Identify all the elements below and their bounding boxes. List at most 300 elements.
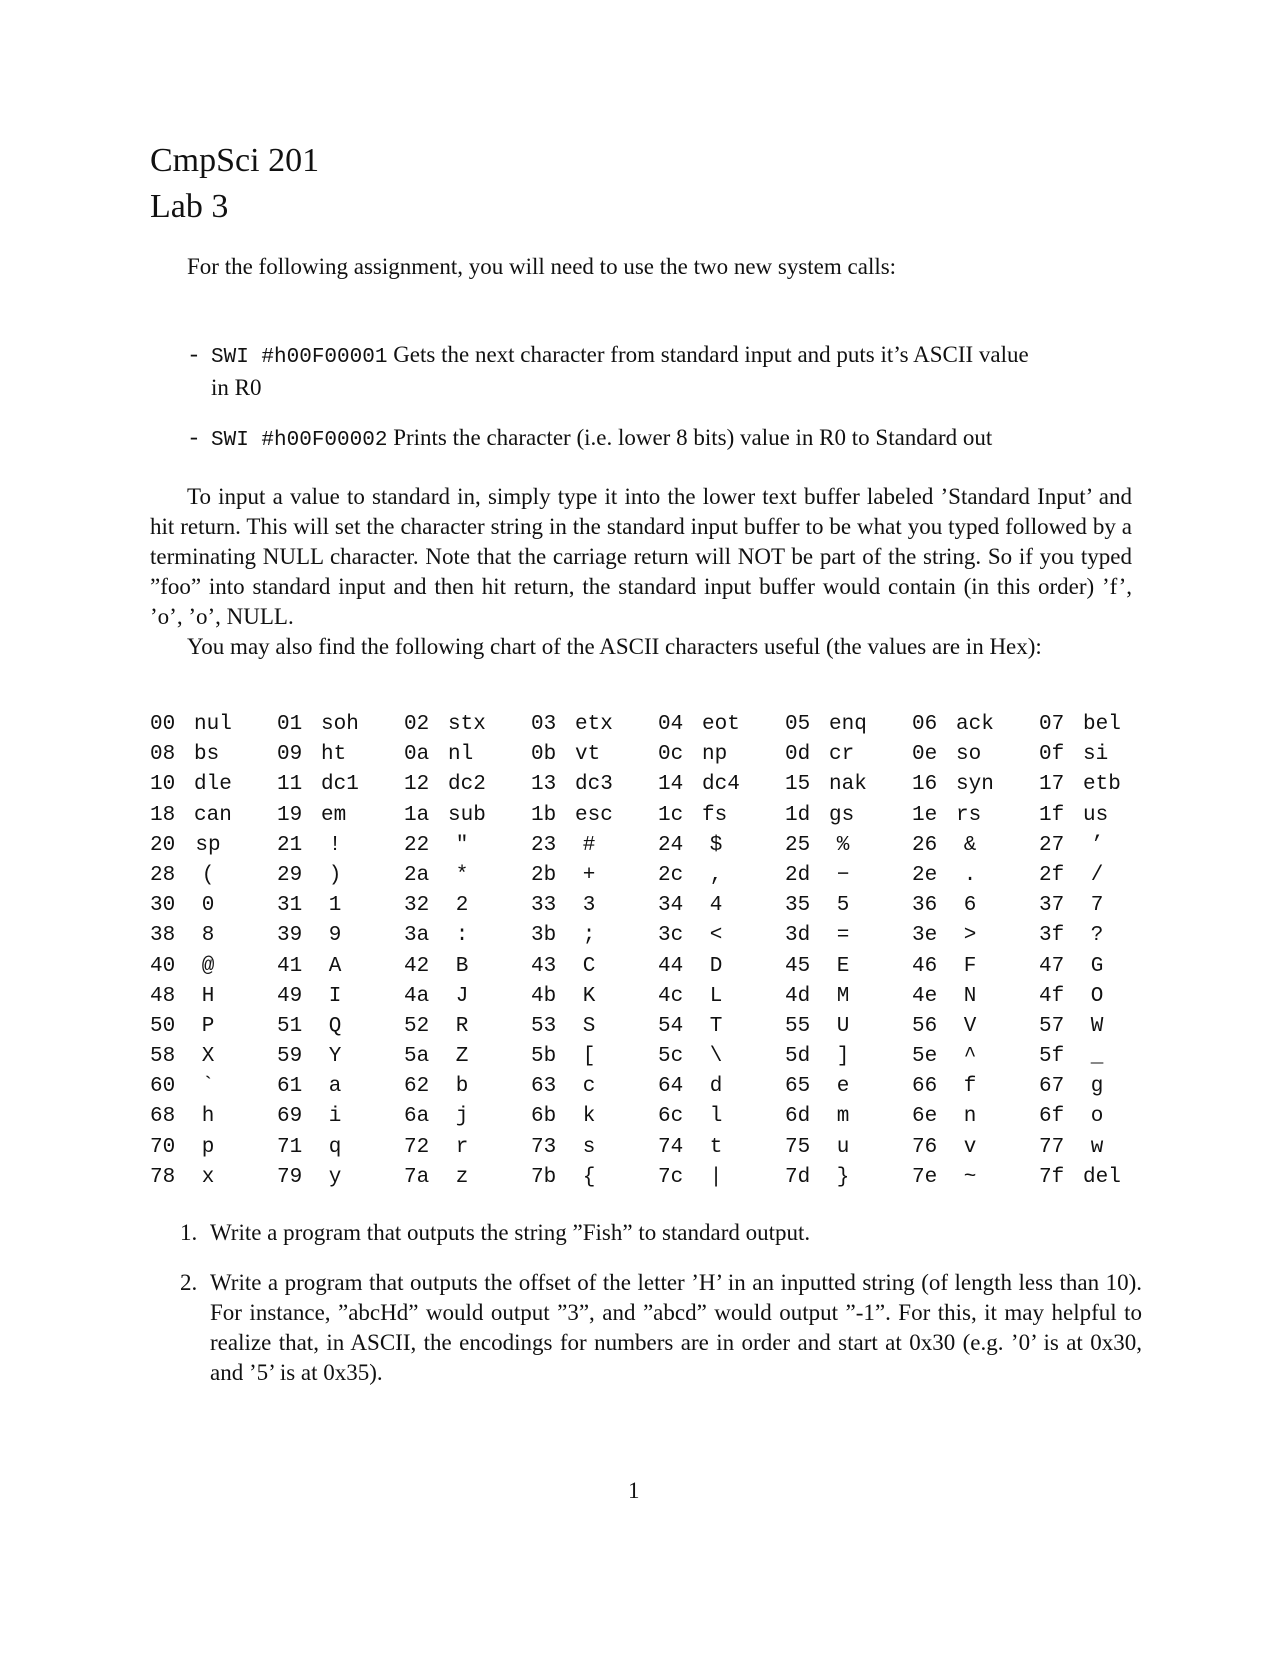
- ascii-cell: [912, 1042, 984, 1072]
- lab-title: Lab 3: [150, 188, 229, 225]
- ascii-char: gs: [829, 803, 855, 827]
- ascii-char: E: [836, 954, 850, 978]
- hex-code: 6c: [658, 1105, 684, 1129]
- ascii-char: I: [328, 984, 342, 1008]
- ascii-cell: [150, 1102, 222, 1132]
- ascii-cell: [658, 952, 730, 982]
- ascii-cell: [150, 801, 254, 831]
- ascii-char: 6: [963, 894, 977, 918]
- ascii-cell: [1039, 1133, 1111, 1163]
- hex-code: 47: [1039, 954, 1065, 978]
- table-row: [150, 921, 1180, 951]
- hex-code: 65: [785, 1075, 811, 1099]
- hex-code: 3d: [785, 924, 811, 948]
- table-row: [150, 861, 1180, 891]
- hex-code: 1c: [658, 803, 684, 827]
- hex-code: 32: [404, 894, 430, 918]
- ascii-cell: [1039, 891, 1111, 921]
- hex-code: 61: [277, 1075, 303, 1099]
- ascii-char: dc3: [575, 773, 613, 797]
- hex-code: 74: [658, 1135, 684, 1159]
- ascii-cell: [1039, 1012, 1111, 1042]
- ascii-char: etx: [575, 713, 613, 736]
- ascii-char: h: [201, 1105, 215, 1129]
- ascii-char: D: [709, 954, 723, 978]
- hex-code: 0e: [912, 743, 938, 767]
- ascii-cell: [531, 1133, 603, 1163]
- ascii-cell: [1039, 861, 1111, 891]
- ascii-char: 0: [201, 894, 215, 918]
- hex-code: 5d: [785, 1045, 811, 1069]
- ascii-char: {: [582, 1165, 596, 1189]
- ascii-cell: [785, 952, 857, 982]
- ascii-cell: [912, 740, 1016, 770]
- ascii-char: o: [1090, 1105, 1104, 1129]
- ascii-cell: [404, 831, 476, 861]
- hex-code: 79: [277, 1165, 303, 1189]
- ascii-char: 3: [582, 894, 596, 918]
- ascii-char: u: [836, 1135, 850, 1159]
- ascii-cell: [785, 1102, 857, 1132]
- hex-code: 6a: [404, 1105, 430, 1129]
- hex-code: 37: [1039, 894, 1065, 918]
- ascii-cell: [404, 982, 476, 1012]
- ascii-table: [150, 710, 1180, 1193]
- hex-code: 39: [277, 924, 303, 948]
- hex-code: 33: [531, 894, 557, 918]
- ascii-char: 5: [836, 894, 850, 918]
- ascii-char: 4: [709, 894, 723, 918]
- ascii-cell: [277, 1133, 349, 1163]
- hex-code: 1e: [912, 803, 938, 827]
- ascii-char: #: [582, 833, 596, 857]
- ascii-cell: [912, 1102, 984, 1132]
- ascii-cell: [150, 952, 222, 982]
- ascii-char: Y: [328, 1045, 342, 1069]
- list-dash: -: [187, 343, 201, 369]
- ascii-cell: [1039, 740, 1143, 770]
- ascii-cell: [277, 1163, 349, 1193]
- ascii-char: @: [201, 954, 215, 978]
- ascii-char: n: [963, 1105, 977, 1129]
- hex-code: 5a: [404, 1045, 430, 1069]
- ascii-char: etb: [1083, 773, 1121, 797]
- hex-code: 62: [404, 1075, 430, 1099]
- ascii-char: P: [201, 1014, 215, 1038]
- ascii-cell: [785, 1042, 857, 1072]
- ascii-cell: [404, 740, 508, 770]
- ascii-char: ht: [321, 743, 347, 767]
- hex-code: 4c: [658, 984, 684, 1008]
- hex-code: 2e: [912, 863, 938, 887]
- ascii-char: sub: [448, 803, 486, 827]
- ascii-char: fs: [702, 803, 728, 827]
- ascii-cell: [531, 1163, 603, 1193]
- ascii-cell: [785, 740, 889, 770]
- ascii-cell: [785, 982, 857, 1012]
- ascii-cell: [531, 770, 635, 800]
- ascii-char: s: [582, 1135, 596, 1159]
- hex-code: 56: [912, 1014, 938, 1038]
- hex-code: 21: [277, 833, 303, 857]
- ascii-cell: [912, 921, 984, 951]
- ascii-char: f: [963, 1075, 977, 1099]
- hex-code: 55: [785, 1014, 811, 1038]
- hex-code: 64: [658, 1075, 684, 1099]
- hex-code: 58: [150, 1045, 176, 1069]
- ascii-char: }: [836, 1165, 850, 1189]
- ascii-char: C: [582, 954, 596, 978]
- ascii-char: ]: [836, 1045, 850, 1069]
- ascii-cell: [912, 770, 1016, 800]
- hex-code: 3c: [658, 924, 684, 948]
- ascii-char: dc1: [321, 773, 359, 797]
- hex-code: 7e: [912, 1165, 938, 1189]
- task-number: 2.: [180, 1270, 198, 1295]
- hex-code: 5b: [531, 1045, 557, 1069]
- ascii-char: !: [328, 833, 342, 857]
- ascii-char: sp: [195, 833, 221, 857]
- ascii-char: _: [1090, 1045, 1104, 1069]
- ascii-cell: [404, 1042, 476, 1072]
- task-list: [180, 1218, 1142, 1408]
- ascii-char: T: [709, 1014, 723, 1038]
- hex-code: 51: [277, 1014, 303, 1038]
- table-row: [150, 1133, 1180, 1163]
- hex-code: 52: [404, 1014, 430, 1038]
- hex-code: 6e: [912, 1105, 938, 1129]
- ascii-cell: [912, 801, 1016, 831]
- ascii-cell: [277, 921, 349, 951]
- hex-code: 18: [150, 803, 176, 827]
- ascii-char: =: [836, 924, 850, 948]
- hex-code: 6f: [1039, 1105, 1065, 1129]
- ascii-char: t: [709, 1135, 723, 1159]
- hex-code: 54: [658, 1014, 684, 1038]
- ascii-char: W: [1090, 1014, 1104, 1038]
- ascii-cell: [531, 831, 603, 861]
- task-text: Write a program that outputs the string ”Fish” to standard output.: [210, 1220, 811, 1245]
- hex-code: 31: [277, 894, 303, 918]
- ascii-cell: [785, 770, 889, 800]
- ascii-cell: [404, 1102, 476, 1132]
- ascii-cell: [1039, 1042, 1111, 1072]
- table-row: [150, 1012, 1180, 1042]
- ascii-char: −: [836, 863, 850, 887]
- ascii-char: J: [455, 984, 469, 1008]
- task-item: [180, 1218, 1142, 1248]
- table-row: [150, 1042, 1180, 1072]
- ascii-char: ;: [582, 924, 596, 948]
- ascii-char: H: [201, 984, 215, 1008]
- ascii-cell: [277, 982, 349, 1012]
- ascii-cell: [1039, 801, 1143, 831]
- ascii-char: `: [201, 1075, 215, 1099]
- hex-code: 6d: [785, 1105, 811, 1129]
- ascii-cell: [785, 1072, 857, 1102]
- table-row: [150, 770, 1180, 800]
- hex-code: 1b: [531, 803, 557, 827]
- ascii-cell: [785, 1133, 857, 1163]
- ascii-char: Q: [328, 1014, 342, 1038]
- ascii-char: l: [709, 1105, 723, 1129]
- ascii-char: dle: [194, 773, 232, 797]
- hex-code: 22: [404, 833, 430, 857]
- table-row: [150, 740, 1180, 770]
- ascii-cell: [1039, 710, 1143, 740]
- ascii-cell: [277, 770, 381, 800]
- hex-code: 23: [531, 833, 557, 857]
- hex-code: 4b: [531, 984, 557, 1008]
- ascii-cell: [150, 1042, 222, 1072]
- ascii-char: 1: [328, 894, 342, 918]
- ascii-char: us: [1083, 803, 1109, 827]
- ascii-char: soh: [321, 713, 359, 736]
- ascii-char: a: [328, 1075, 342, 1099]
- document-title: [150, 138, 319, 230]
- hex-code: 36: [912, 894, 938, 918]
- ascii-char: p: [201, 1135, 215, 1159]
- ascii-cell: [277, 1102, 349, 1132]
- ascii-cell: [404, 710, 508, 740]
- hex-code: 68: [150, 1105, 176, 1129]
- hex-code: 02: [404, 713, 430, 736]
- hex-code: 3e: [912, 924, 938, 948]
- hex-code: 67: [1039, 1075, 1065, 1099]
- ascii-char: U: [836, 1014, 850, 1038]
- ascii-cell: [785, 801, 889, 831]
- ascii-cell: [531, 891, 603, 921]
- hex-code: 29: [277, 863, 303, 887]
- ascii-char: A: [328, 954, 342, 978]
- hex-code: 14: [658, 773, 684, 797]
- ascii-char: syn: [956, 773, 994, 797]
- table-row: [150, 952, 1180, 982]
- hex-code: 34: [658, 894, 684, 918]
- hex-code: 11: [277, 773, 303, 797]
- ascii-cell: [658, 1012, 730, 1042]
- hex-code: 78: [150, 1165, 176, 1189]
- task-number: 1.: [180, 1220, 198, 1245]
- ascii-cell: [658, 1133, 730, 1163]
- ascii-char: enq: [829, 713, 867, 736]
- hex-code: 4f: [1039, 984, 1065, 1008]
- hex-code: 49: [277, 984, 303, 1008]
- hex-code: 46: [912, 954, 938, 978]
- ascii-char: w: [1090, 1135, 1104, 1159]
- hex-code: 38: [150, 924, 176, 948]
- hex-code: 04: [658, 713, 684, 736]
- syscall-description-cont: in R0: [211, 375, 262, 400]
- ascii-cell: [150, 861, 222, 891]
- hex-code: 35: [785, 894, 811, 918]
- ascii-char: bs: [194, 743, 220, 767]
- ascii-cell: [150, 710, 254, 740]
- ascii-cell: [277, 1072, 349, 1102]
- ascii-char: vt: [575, 743, 601, 767]
- ascii-char: S: [582, 1014, 596, 1038]
- hex-code: 70: [150, 1135, 176, 1159]
- syscall-description: Gets the next character from standard input and puts it’s ASCII value: [393, 342, 1029, 367]
- ascii-char: b: [455, 1075, 469, 1099]
- ascii-char: V: [963, 1014, 977, 1038]
- ascii-char: bel: [1083, 713, 1121, 736]
- hex-code: 27: [1039, 833, 1065, 857]
- ascii-char: N: [963, 984, 977, 1008]
- ascii-char: e: [836, 1075, 850, 1099]
- hex-code: 42: [404, 954, 430, 978]
- ascii-cell: [912, 1012, 984, 1042]
- task-item: [180, 1268, 1142, 1388]
- ascii-cell: [785, 1012, 857, 1042]
- ascii-cell: [1039, 1102, 1111, 1132]
- task-text: Write a program that outputs the offset of the letter ’H’ in an inputted string (of length less than 10). For instance, ”abcHd” would output ”3”, and ”abcd” would output ”-1”. For this, it may helpful to realize that, in ASCII, the encodings for numbers are in order and start at 0x30 (e.g. ’0’ is at 0x30, and ’5’ is at 0x35).: [210, 1270, 1142, 1385]
- ascii-char: \: [709, 1045, 723, 1069]
- ascii-char: L: [709, 984, 723, 1008]
- ascii-char: dc2: [448, 773, 486, 797]
- hex-code: 09: [277, 743, 303, 767]
- ascii-cell: [150, 740, 254, 770]
- hex-code: 4e: [912, 984, 938, 1008]
- ascii-cell: [658, 1102, 730, 1132]
- hex-code: 76: [912, 1135, 938, 1159]
- ascii-char: O: [1090, 984, 1104, 1008]
- hex-code: 17: [1039, 773, 1065, 797]
- ascii-cell: [658, 740, 762, 770]
- hex-code: 06: [912, 713, 938, 736]
- ascii-char: G: [1090, 954, 1104, 978]
- ascii-cell: [404, 1163, 476, 1193]
- hex-code: 60: [150, 1075, 176, 1099]
- ascii-char: +: [582, 863, 596, 887]
- hex-code: 1a: [404, 803, 430, 827]
- hex-code: 15: [785, 773, 811, 797]
- hex-code: 03: [531, 713, 557, 736]
- ascii-char: 8: [201, 924, 215, 948]
- hex-code: 12: [404, 773, 430, 797]
- ascii-char: R: [455, 1014, 469, 1038]
- hex-code: 5c: [658, 1045, 684, 1069]
- hex-code: 7f: [1039, 1165, 1065, 1189]
- hex-code: 24: [658, 833, 684, 857]
- hex-code: 2c: [658, 863, 684, 887]
- course-title: CmpSci 201: [150, 142, 320, 179]
- ascii-cell: [404, 861, 476, 891]
- ascii-cell: [785, 831, 857, 861]
- ascii-cell: [785, 861, 857, 891]
- ascii-char: $: [709, 833, 723, 857]
- ascii-char: Z: [455, 1045, 469, 1069]
- ascii-cell: [531, 801, 635, 831]
- ascii-cell: [658, 921, 730, 951]
- hex-code: 01: [277, 713, 303, 736]
- hex-code: 05: [785, 713, 811, 736]
- intro-text: For the following assignment, you will need to use the two new system calls:: [187, 254, 897, 279]
- syscall-code: SWI #h00F00001: [211, 346, 388, 369]
- ascii-char: cr: [829, 743, 855, 767]
- ascii-cell: [404, 1072, 476, 1102]
- ascii-char: nl: [448, 743, 474, 767]
- ascii-cell: [404, 921, 476, 951]
- hex-code: 16: [912, 773, 938, 797]
- ascii-char: np: [702, 743, 728, 767]
- ascii-char: ": [455, 833, 469, 857]
- hex-code: 44: [658, 954, 684, 978]
- ascii-char: del: [1083, 1165, 1121, 1189]
- table-row: [150, 831, 1180, 861]
- ascii-cell: [404, 891, 476, 921]
- ascii-char: %: [836, 833, 850, 857]
- ascii-char: dc4: [702, 773, 740, 797]
- hex-code: 4a: [404, 984, 430, 1008]
- hex-code: 0f: [1039, 743, 1065, 767]
- table-row: [150, 801, 1180, 831]
- ascii-cell: [531, 1012, 603, 1042]
- ascii-cell: [912, 710, 1016, 740]
- ascii-cell: [531, 710, 635, 740]
- hex-code: 7a: [404, 1165, 430, 1189]
- ascii-char: ,: [709, 863, 723, 887]
- ascii-cell: [277, 891, 349, 921]
- ascii-cell: [531, 1042, 603, 1072]
- ascii-char: i: [328, 1105, 342, 1129]
- ascii-cell: [1039, 921, 1111, 951]
- ascii-cell: [912, 1163, 984, 1193]
- ascii-cell: [658, 1072, 730, 1102]
- ascii-char: esc: [575, 803, 613, 827]
- ascii-cell: [150, 891, 222, 921]
- ascii-cell: [277, 952, 349, 982]
- hex-code: 10: [150, 773, 176, 797]
- ascii-cell: [150, 1012, 222, 1042]
- ascii-char: v: [963, 1135, 977, 1159]
- ascii-cell: [150, 1163, 222, 1193]
- hex-code: 19: [277, 803, 303, 827]
- ascii-cell: [658, 710, 762, 740]
- ascii-char: stx: [448, 713, 486, 736]
- ascii-char: |: [709, 1165, 723, 1189]
- list-dash: -: [187, 426, 201, 452]
- body-text: [150, 482, 1132, 662]
- ascii-cell: [912, 831, 984, 861]
- ascii-cell: [785, 921, 857, 951]
- ascii-char: em: [321, 803, 347, 827]
- ascii-cell: [277, 1012, 349, 1042]
- ascii-cell: [277, 740, 381, 770]
- hex-code: 26: [912, 833, 938, 857]
- ascii-char: ack: [956, 713, 994, 736]
- ascii-char: y: [328, 1165, 342, 1189]
- hex-code: 2d: [785, 863, 811, 887]
- ascii-cell: [785, 1163, 857, 1193]
- ascii-cell: [531, 952, 603, 982]
- ascii-cell: [150, 921, 222, 951]
- hex-code: 77: [1039, 1135, 1065, 1159]
- ascii-cell: [150, 770, 254, 800]
- ascii-char: B: [455, 954, 469, 978]
- ascii-cell: [404, 1133, 476, 1163]
- hex-code: 7d: [785, 1165, 811, 1189]
- ascii-char: 9: [328, 924, 342, 948]
- ascii-char: g: [1090, 1075, 1104, 1099]
- hex-code: 57: [1039, 1014, 1065, 1038]
- ascii-cell: [1039, 831, 1111, 861]
- ascii-cell: [1039, 1072, 1111, 1102]
- ascii-cell: [912, 952, 984, 982]
- ascii-cell: [1039, 952, 1111, 982]
- ascii-cell: [1039, 982, 1111, 1012]
- ascii-cell: [531, 982, 603, 1012]
